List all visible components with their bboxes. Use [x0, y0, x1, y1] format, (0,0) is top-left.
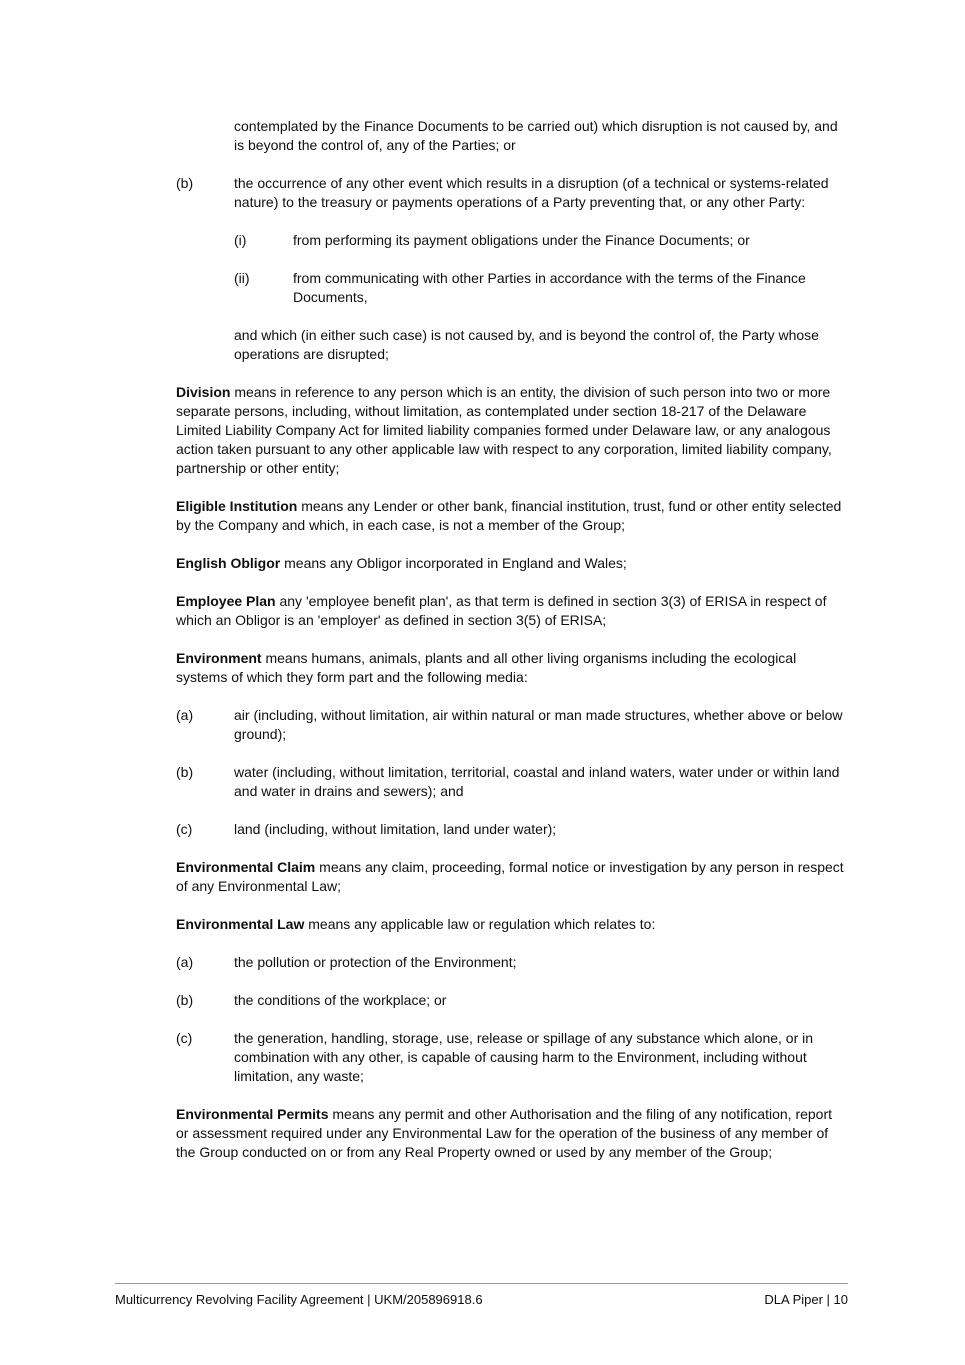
- list-item-text: water (including, without limitation, territorial, coastal and inland waters, water under or within land and water in drains and sewers); and: [234, 764, 840, 799]
- list-item-text: the occurrence of any other event which results in a disruption (of a technical or systems-related nature) to the treasury or payments operations of a Party preventing that, or any other Party:: [234, 175, 829, 210]
- list-item: [176, 953, 846, 972]
- list-item: [176, 991, 846, 1010]
- list-item: [176, 820, 846, 839]
- list-item-label: (b): [176, 992, 194, 1008]
- list-item-text: the conditions of the workplace; or: [234, 992, 447, 1008]
- definition-paragraph: [176, 858, 846, 896]
- definition-paragraph: [176, 649, 846, 687]
- definition-paragraph: [176, 554, 846, 573]
- defined-term: Environmental Permits: [176, 1106, 329, 1122]
- definition-text: means humans, animals, plants and all other living organisms including the ecological systems of which they form part and the following media:: [176, 650, 797, 685]
- list-item-text: from communicating with other Parties in accordance with the terms of the Finance Documents,: [293, 270, 806, 305]
- defined-term: English Obligor: [176, 555, 281, 571]
- defined-term: Environmental Law: [176, 916, 305, 932]
- definition-paragraph: [176, 383, 846, 478]
- defined-term: Eligible Institution: [176, 498, 298, 514]
- definition-text: means any permit and other Authorisation and the filing of any notification, report or assessment required under any Environmental Law for the operation of the business of any member of the Group conducted on or from any Real Property owned or used by any member of the Group;: [176, 1106, 833, 1160]
- list-item: [176, 1029, 846, 1086]
- defined-term: Environmental Claim: [176, 859, 316, 875]
- definition-paragraph: [176, 915, 846, 934]
- definition-text: means in reference to any person which is an entity, the division of such person into two or more separate persons, including, without limitation, as contemplated under section 18-217 of the Delaware Limited Liability Company Act for limited liability companies formed under Delaware law, or any analogous action taken pursuant to any other applicable law with respect to any corporation, limited liability company, partnership or other entity;: [176, 384, 832, 476]
- list-item: [176, 174, 846, 212]
- list-item-label: (c): [176, 821, 193, 837]
- list-item-label: (a): [176, 707, 194, 723]
- list-item-label: (ii): [234, 270, 250, 286]
- list-item-label: (b): [176, 175, 194, 191]
- paragraph: and which (in either such case) is not caused by, and is beyond the control of, the Party whose operations are disrupted;: [234, 327, 819, 362]
- list-item-label: (i): [234, 232, 247, 248]
- paragraph: contemplated by the Finance Documents to be carried out) which disruption is not caused by, and is beyond the control of, any of the Parties; or: [234, 118, 838, 153]
- list-item: [176, 231, 846, 250]
- list-item-label: (c): [176, 1030, 193, 1046]
- list-item-label: (a): [176, 954, 194, 970]
- page-footer: [115, 1283, 848, 1308]
- definition-paragraph: [176, 1105, 846, 1162]
- definition-paragraph: [176, 497, 846, 535]
- definition-text: means any applicable law or regulation which relates to:: [304, 916, 656, 932]
- list-item: [176, 706, 846, 744]
- footer-firm-page-number: DLA Piper | 10: [764, 1292, 848, 1307]
- list-item: [176, 763, 846, 801]
- list-item: [176, 269, 846, 307]
- defined-term: Employee Plan: [176, 593, 276, 609]
- list-item-text: land (including, without limitation, land under water);: [234, 821, 557, 837]
- defined-term: Environment: [176, 650, 262, 666]
- footer-document-reference: Multicurrency Revolving Facility Agreement | UKM/205896918.6: [115, 1292, 483, 1307]
- list-item-text: air (including, without limitation, air within natural or man made structures, whether above or below ground);: [234, 707, 843, 742]
- definition-text: means any Lender or other bank, financial institution, trust, fund or other entity selected by the Company and which, in each case, is not a member of the Group;: [176, 498, 842, 533]
- document-body: [176, 117, 846, 1181]
- list-item-text: from performing its payment obligations under the Finance Documents; or: [293, 232, 750, 248]
- definition-text: means any claim, proceeding, formal notice or investigation by any person in respect of any Environmental Law;: [176, 859, 844, 894]
- list-item-label: (b): [176, 764, 194, 780]
- definition-text: any 'employee benefit plan', as that term is defined in section 3(3) of ERISA in respect of which an Obligor is an 'employer' as defined in section 3(5) of ERISA;: [176, 593, 827, 628]
- definition-paragraph: [176, 592, 846, 630]
- defined-term: Division: [176, 384, 231, 400]
- list-item-text: the generation, handling, storage, use, release or spillage of any substance which alone, or in combination with any other, is capable of causing harm to the Environment, including without limitation, any waste;: [234, 1030, 814, 1084]
- definition-text: means any Obligor incorporated in England and Wales;: [280, 555, 627, 571]
- list-item-text: the pollution or protection of the Environment;: [234, 954, 517, 970]
